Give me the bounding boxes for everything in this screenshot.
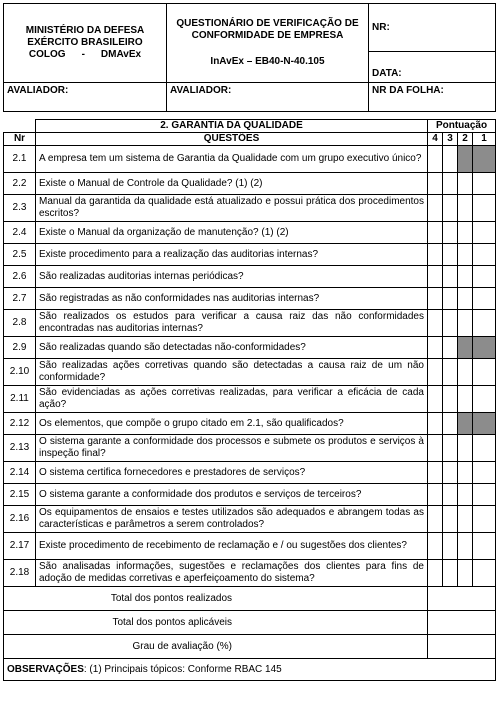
score-cell-1[interactable]: [473, 386, 496, 413]
question-text: O sistema garante a conformidade dos produtos e serviços de terceiros?: [36, 484, 428, 506]
org-line-1: MINISTÉRIO DA DEFESA: [25, 25, 145, 36]
score-cell-3[interactable]: [443, 195, 458, 222]
question-text: Existe o Manual da organização de manutenção? (1) (2): [36, 222, 428, 244]
question-row: [4, 386, 496, 413]
score-cell-1[interactable]: [473, 310, 496, 337]
question-row: [4, 413, 496, 435]
question-number: 2.12: [4, 413, 36, 435]
score-cell-3[interactable]: [443, 560, 458, 587]
question-number: 2.1: [4, 146, 36, 173]
question-text: O sistema certifica fornecedores e prestadores de serviços?: [36, 462, 428, 484]
question-row: [4, 359, 496, 386]
score-cell-2[interactable]: [458, 222, 473, 244]
nr-field[interactable]: [369, 4, 496, 52]
question-number: 2.15: [4, 484, 36, 506]
total-applicable-row: [4, 611, 496, 635]
question-text: Os elementos, que compõe o grupo citado em 2.1, são qualificados?: [36, 413, 428, 435]
score-cell-2: [458, 146, 473, 173]
score-cell-4[interactable]: [428, 266, 443, 288]
question-row: [4, 288, 496, 310]
question-number: 2.9: [4, 337, 36, 359]
org-separator: -: [81, 49, 85, 60]
score-cell-2[interactable]: [458, 533, 473, 560]
score-cell-1: [473, 146, 496, 173]
question-text: Existe procedimento de recebimento de reclamação e / ou sugestões dos clientes?: [36, 533, 428, 560]
date-field[interactable]: [369, 52, 496, 83]
nr-label: NR:: [372, 21, 390, 33]
score-cell-2[interactable]: [458, 244, 473, 266]
score-col-4: 4: [428, 133, 443, 146]
score-cell-3[interactable]: [443, 386, 458, 413]
total-applicable-label: Total dos pontos aplicáveis: [4, 611, 428, 635]
score-cell-4[interactable]: [428, 560, 443, 587]
question-number: 2.4: [4, 222, 36, 244]
score-cell-4[interactable]: [428, 337, 443, 359]
score-cell-4[interactable]: [428, 288, 443, 310]
score-cell-2[interactable]: [458, 506, 473, 533]
score-cell-2[interactable]: [458, 435, 473, 462]
score-cell-3[interactable]: [443, 484, 458, 506]
total-realized-label: Total dos pontos realizados: [4, 587, 428, 611]
score-cell-3[interactable]: [443, 146, 458, 173]
score-cell-1[interactable]: [473, 195, 496, 222]
question-number: 2.6: [4, 266, 36, 288]
question-number: 2.14: [4, 462, 36, 484]
form-sheet: [3, 3, 495, 681]
score-cell-2[interactable]: [458, 266, 473, 288]
observations-label: OBSERVAÇÕES: [7, 663, 84, 675]
question-row: [4, 506, 496, 533]
score-cell-3[interactable]: [443, 222, 458, 244]
organization-block: [4, 4, 167, 83]
spacer: [3, 112, 495, 119]
score-cell-4[interactable]: [428, 413, 443, 435]
score-cell-4[interactable]: [428, 173, 443, 195]
question-number: 2.13: [4, 435, 36, 462]
org-line-2: EXÉRCITO BRASILEIRO: [27, 37, 143, 48]
question-number: 2.18: [4, 560, 36, 587]
score-cell-4[interactable]: [428, 359, 443, 386]
question-number: 2.2: [4, 173, 36, 195]
question-text: São realizados os estudos para verificar a causa raiz das não conformidades encontradas nas auditorias internas?: [36, 310, 428, 337]
question-row: [4, 484, 496, 506]
date-label: DATA:: [372, 68, 402, 79]
score-cell-3[interactable]: [443, 288, 458, 310]
score-cell-3[interactable]: [443, 266, 458, 288]
score-cell-4[interactable]: [428, 195, 443, 222]
form-header: [3, 3, 496, 112]
score-cell-1[interactable]: [473, 173, 496, 195]
score-cell-1[interactable]: [473, 359, 496, 386]
score-col-3: 3: [443, 133, 458, 146]
question-row: [4, 435, 496, 462]
section-title: 2. GARANTIA DA QUALIDADE: [36, 120, 428, 133]
question-row: [4, 337, 496, 359]
score-cell-4[interactable]: [428, 386, 443, 413]
column-header-row: [4, 133, 496, 146]
score-cell-2[interactable]: [458, 386, 473, 413]
score-cell-4[interactable]: [428, 146, 443, 173]
score-cell-1[interactable]: [473, 222, 496, 244]
score-cell-2: [458, 413, 473, 435]
score-col-1: 1: [473, 133, 496, 146]
score-cell-1[interactable]: [473, 244, 496, 266]
score-cell-2[interactable]: [458, 173, 473, 195]
col-nr-header: Nr: [4, 133, 36, 146]
question-text: São realizadas ações corretivas quando são detectadas a causa raiz de um não conformidade?: [36, 359, 428, 386]
score-cell-3[interactable]: [443, 337, 458, 359]
grade-label: Grau de avaliação (%): [4, 635, 428, 659]
score-cell-4[interactable]: [428, 533, 443, 560]
score-cell-4[interactable]: [428, 310, 443, 337]
score-cell-4[interactable]: [428, 244, 443, 266]
question-text: São realizadas quando são detectadas não-conformidades?: [36, 337, 428, 359]
question-row: [4, 146, 496, 173]
evaluator-2-field[interactable]: [167, 83, 369, 112]
question-row: [4, 244, 496, 266]
observations-text: : (1) Principais tópicos: Conforme RBAC 145: [83, 663, 282, 675]
score-cell-1: [473, 413, 496, 435]
question-number: 2.3: [4, 195, 36, 222]
question-row: [4, 462, 496, 484]
question-row: [4, 195, 496, 222]
question-text: São evidenciadas as ações corretivas realizadas, para verificar a eficácia de cada ação?: [36, 386, 428, 413]
question-text: Existe o Manual de Controle da Qualidade? (1) (2): [36, 173, 428, 195]
score-cell-4[interactable]: [428, 435, 443, 462]
total-applicable-value[interactable]: [428, 611, 496, 635]
score-cell-4[interactable]: [428, 222, 443, 244]
question-number: 2.8: [4, 310, 36, 337]
score-cell-3[interactable]: [443, 435, 458, 462]
score-cell-3[interactable]: [443, 244, 458, 266]
question-row: [4, 310, 496, 337]
questions-body: [4, 146, 496, 587]
grade-value[interactable]: [428, 635, 496, 659]
score-cell-1[interactable]: [473, 560, 496, 587]
question-text: São registradas as não conformidades nas auditorias internas?: [36, 288, 428, 310]
question-number: 2.10: [4, 359, 36, 386]
score-col-2: 2: [458, 133, 473, 146]
score-cell-3[interactable]: [443, 533, 458, 560]
question-number: 2.16: [4, 506, 36, 533]
col-questions-header: QUESTÕES: [36, 133, 428, 146]
score-cell-1[interactable]: [473, 435, 496, 462]
question-row: [4, 222, 496, 244]
questions-table: [3, 119, 496, 681]
org-colog: COLOG: [28, 49, 66, 60]
total-realized-value[interactable]: [428, 587, 496, 611]
score-cell-3[interactable]: [443, 173, 458, 195]
evaluator-1-label: AVALIADOR:: [7, 85, 69, 96]
observations-row: [4, 659, 496, 681]
question-text: Os equipamentos de ensaios e testes utilizados são adequados e abrangem todas as características e parâmetros a serem controlados?: [36, 506, 428, 533]
score-cell-4[interactable]: [428, 462, 443, 484]
form-code: InAvEx – EB40-N-40.105: [210, 56, 325, 67]
question-text: O sistema garante a conformidade dos processos e submete os produtos e serviços à inspeção final?: [36, 435, 428, 462]
question-number: 2.7: [4, 288, 36, 310]
org-line-3: [7, 49, 163, 61]
score-cell-2[interactable]: [458, 462, 473, 484]
form-title: QUESTIONÁRIO DE VERIFICAÇÃO DE CONFORMIDADE DE EMPRESA: [176, 18, 359, 41]
evaluator-1-field[interactable]: [4, 83, 167, 112]
question-row: [4, 173, 496, 195]
score-cell-4[interactable]: [428, 506, 443, 533]
org-dmavex: DMAvEx: [100, 49, 142, 60]
score-cell-2[interactable]: [458, 310, 473, 337]
score-cell-3[interactable]: [443, 506, 458, 533]
question-text: Manual da garantida da qualidade está atualizado e possui prática dos procedimentos escritos?: [36, 195, 428, 222]
question-text: Existe procedimento para a realização das auditorias internas?: [36, 244, 428, 266]
score-cell-4[interactable]: [428, 484, 443, 506]
score-cell-1[interactable]: [473, 533, 496, 560]
observations-cell[interactable]: [4, 659, 496, 681]
score-cell-3[interactable]: [443, 359, 458, 386]
score-cell-1[interactable]: [473, 506, 496, 533]
sheet-number-field[interactable]: [369, 83, 496, 112]
score-cell-2[interactable]: [458, 560, 473, 587]
score-cell-1: [473, 337, 496, 359]
score-cell-2[interactable]: [458, 195, 473, 222]
score-cell-1[interactable]: [473, 288, 496, 310]
question-number: 2.17: [4, 533, 36, 560]
score-cell-1[interactable]: [473, 462, 496, 484]
sheet-number-label: NR DA FOLHA:: [372, 85, 444, 96]
score-cell-1[interactable]: [473, 484, 496, 506]
question-row: [4, 533, 496, 560]
form-title-block: [167, 4, 369, 83]
total-realized-row: [4, 587, 496, 611]
question-text: A empresa tem um sistema de Garantia da Qualidade com um grupo executivo único?: [36, 146, 428, 173]
blank-corner: [4, 120, 36, 133]
question-row: [4, 266, 496, 288]
score-cell-3[interactable]: [443, 413, 458, 435]
evaluator-2-label: AVALIADOR:: [170, 85, 232, 96]
score-cell-2[interactable]: [458, 359, 473, 386]
score-cell-2[interactable]: [458, 484, 473, 506]
score-title: Pontuação: [428, 120, 496, 133]
score-cell-2: [458, 337, 473, 359]
question-number: 2.11: [4, 386, 36, 413]
question-row: [4, 560, 496, 587]
score-cell-1[interactable]: [473, 266, 496, 288]
question-text: São realizadas auditorias internas periódicas?: [36, 266, 428, 288]
question-text: São analisadas informações, sugestões e reclamações dos clientes para fins de adoção de medidas corretivas e aperfeiçoamento do sistema?: [36, 560, 428, 587]
score-cell-3[interactable]: [443, 310, 458, 337]
score-cell-3[interactable]: [443, 462, 458, 484]
score-cell-2[interactable]: [458, 288, 473, 310]
grade-row: [4, 635, 496, 659]
question-number: 2.5: [4, 244, 36, 266]
